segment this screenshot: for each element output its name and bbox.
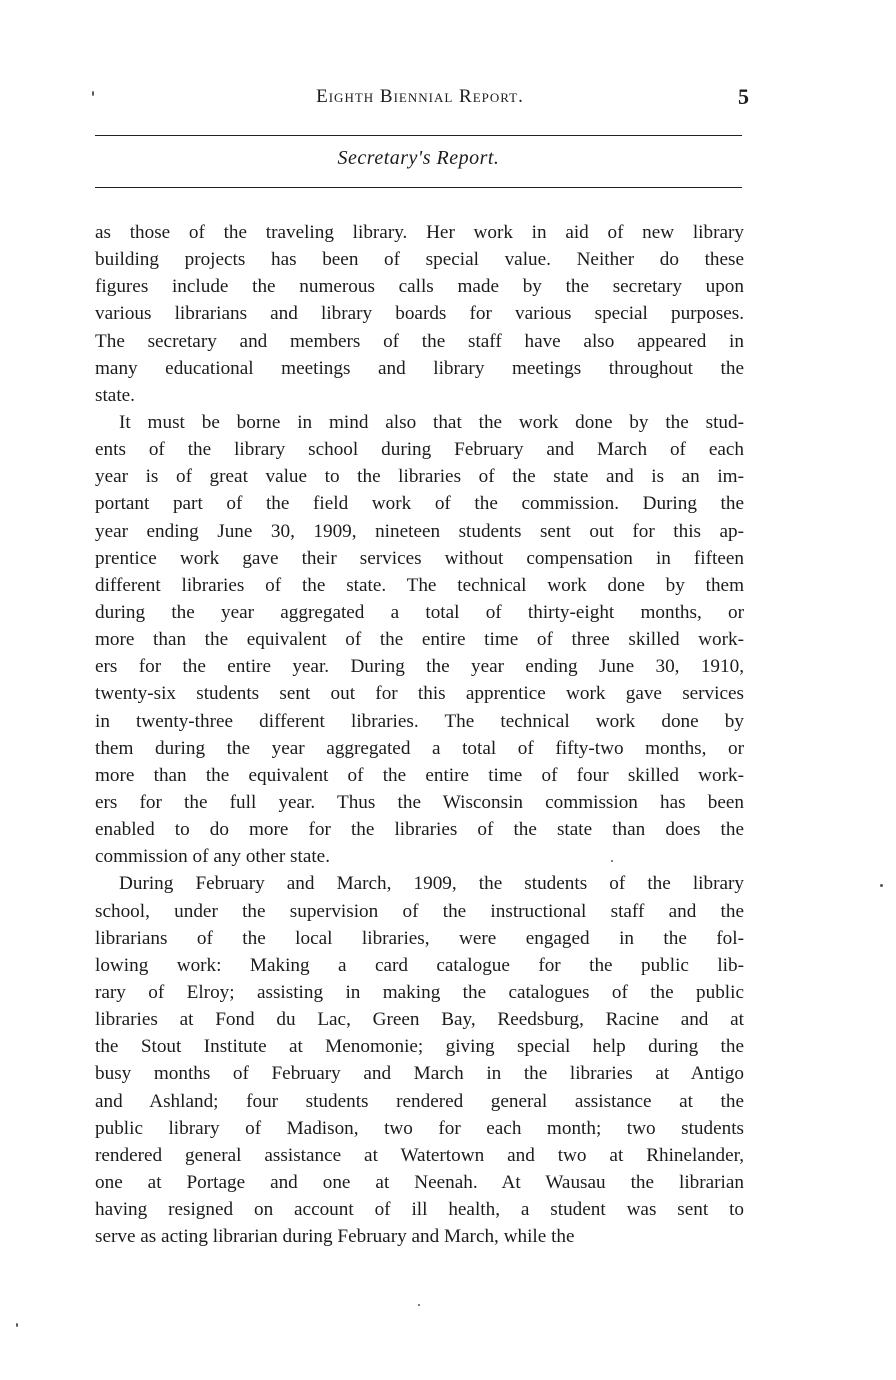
- text-line: them during the year aggregated a total of fifty-two months, or: [95, 737, 744, 759]
- text-line: public library of Madison, two for each month; two students: [95, 1117, 744, 1139]
- text-line: The secretary and members of the staff have also appeared in: [95, 330, 744, 352]
- text-line: school, under the supervision of the instructional staff and the: [95, 900, 744, 922]
- text-line: one at Portage and one at Neenah. At Wausau the librarian: [95, 1171, 744, 1193]
- text-line: enabled to do more for the libraries of the state than does the: [95, 819, 744, 841]
- scan-speck: [418, 1304, 420, 1306]
- text-line: ents of the library school during February and March of each: [95, 439, 744, 461]
- text-line: portant part of the field work of the commission. During the: [95, 493, 744, 515]
- text-line: more than the equivalent of the entire time of four skilled work-: [95, 764, 744, 786]
- text-line: having resigned on account of ill health, a student was sent to: [95, 1199, 744, 1221]
- running-title: Eighth Biennial Report.: [316, 86, 524, 107]
- text-line: building projects has been of special value. Neither do these: [95, 249, 744, 271]
- scan-speck: [880, 884, 883, 887]
- text-line: state.: [95, 384, 135, 406]
- text-line: figures include the numerous calls made by the secretary upon: [95, 276, 744, 298]
- text-line: rendered general assistance at Watertown and two at Rhinelander,: [95, 1144, 744, 1166]
- text-line: year ending June 30, 1909, nineteen students sent out for this ap-: [95, 520, 744, 542]
- text-line: twenty-six students sent out for this apprentice work gave services: [95, 683, 744, 705]
- running-head: [95, 84, 749, 114]
- text-line: more than the equivalent of the entire time of three skilled work-: [95, 629, 744, 651]
- header-rule-top: [95, 135, 742, 136]
- scan-speck: [16, 1323, 18, 1327]
- text-line: during the year aggregated a total of thirty-eight months, or: [95, 601, 744, 623]
- text-line: During February and March, 1909, the students of the library: [119, 873, 744, 895]
- text-line: in twenty-three different libraries. The technical work done by: [95, 710, 744, 732]
- text-line: and Ashland; four students rendered general assistance at the: [95, 1090, 744, 1112]
- paragraph: [95, 219, 744, 409]
- text-line: commission of any other state.: [95, 846, 331, 868]
- text-line: prentice work gave their services without compensation in fifteen: [95, 547, 744, 569]
- text-line: many educational meetings and library meetings throughout the: [95, 357, 744, 379]
- header-rule-bottom: [95, 187, 742, 188]
- text-line: busy months of February and March in the libraries at Antigo: [95, 1063, 744, 1085]
- paragraph: [95, 870, 744, 1250]
- body-text: [95, 219, 744, 1250]
- text-line: as those of the traveling library. Her work in aid of new library: [95, 222, 744, 243]
- text-line: libraries at Fond du Lac, Green Bay, Reedsburg, Racine and at: [95, 1009, 744, 1031]
- paragraph: [95, 409, 744, 870]
- text-line: year is of great value to the libraries of the state and is an im-: [95, 466, 744, 488]
- text-line: librarians of the local libraries, were engaged in the fol-: [95, 927, 744, 949]
- section-title: Secretary's Report.: [337, 147, 500, 169]
- text-line: the Stout Institute at Menomonie; giving special help during the: [95, 1036, 744, 1058]
- text-line: lowing work: Making a card catalogue for the public lib-: [95, 954, 744, 976]
- page-number: 5: [738, 84, 749, 109]
- text-line: serve as acting librarian during February and March, while the: [95, 1226, 575, 1248]
- text-line: rary of Elroy; assisting in making the catalogues of the public: [95, 981, 744, 1003]
- scan-speck: [611, 860, 613, 862]
- text-line: It must be borne in mind also that the work done by the stud-: [119, 411, 744, 433]
- text-line: various librarians and library boards for various special purposes.: [95, 303, 744, 325]
- scan-speck: [92, 91, 94, 96]
- text-line: ers for the entire year. During the year ending June 30, 1910,: [95, 656, 744, 678]
- text-line: ers for the full year. Thus the Wisconsin commission has been: [95, 791, 744, 813]
- text-line: different libraries of the state. The technical work done by them: [95, 574, 744, 596]
